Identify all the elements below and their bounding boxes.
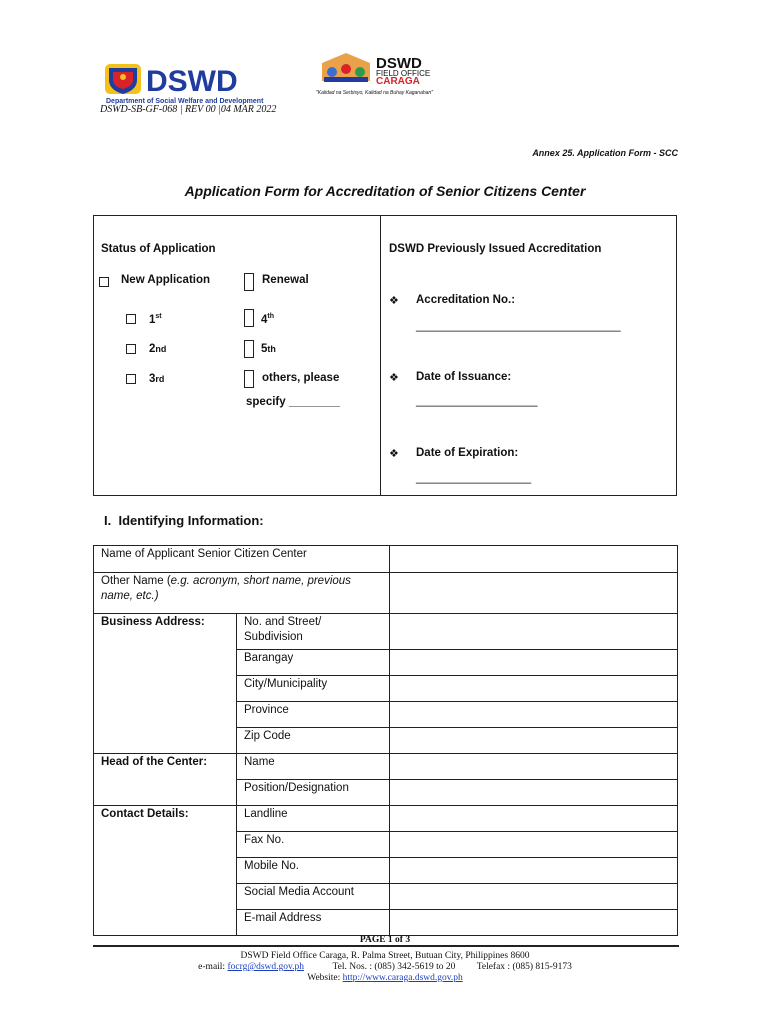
status-box (93, 215, 677, 496)
accreditation-no-field[interactable]: ________________________________ (416, 320, 621, 332)
head-name-input[interactable] (390, 754, 678, 780)
previous-accreditation-heading: DSWD Previously Issued Accreditation (389, 243, 602, 255)
fourth-checkbox[interactable] (244, 309, 254, 327)
landline-input[interactable] (390, 806, 678, 832)
fifth-checkbox[interactable] (244, 340, 254, 358)
second-label: 2nd (149, 343, 167, 355)
city-label: City/Municipality (237, 676, 390, 702)
others-checkbox[interactable] (244, 370, 254, 388)
diamond-bullet-icon: ❖ (389, 448, 399, 460)
footer-contacts: e-mail: focrg@dswd.gov.ph Tel. Nos. : (085) 342-5619 to 20 Telefax : (085) 815-9173 (198, 962, 572, 972)
business-address-label: Business Address: (94, 614, 237, 754)
street-input[interactable] (390, 614, 678, 650)
footer-telefax: Telefax : (085) 815-9173 (476, 962, 572, 972)
renewal-checkbox[interactable] (244, 273, 254, 291)
barangay-input[interactable] (390, 650, 678, 676)
field-office-emblem-icon (322, 53, 370, 82)
footer-website: Website: http://www.caraga.dswd.gov.ph (307, 973, 463, 983)
head-of-center-label: Head of the Center: (94, 754, 237, 806)
position-input[interactable] (390, 780, 678, 806)
revision-code: DSWD-SB-GF-068 | REV 00 |04 MAR 2022 (100, 104, 277, 115)
others-label: others, please (262, 372, 340, 384)
footer-address: DSWD Field Office Caraga, R. Palma Street, Butuan City, Philippines 8600 (240, 951, 530, 961)
email-input[interactable] (390, 910, 678, 936)
dswd-emblem-icon (105, 64, 141, 94)
footer-email-link[interactable]: focrg@dswd.gov.ph (227, 962, 305, 972)
renewal-label: Renewal (262, 274, 309, 286)
mobile-label: Mobile No. (237, 858, 390, 884)
other-name-label: Other Name (e.g. acronym, short name, previous name, etc.) (94, 573, 390, 614)
barangay-label: Barangay (237, 650, 390, 676)
landline-label: Landline (237, 806, 390, 832)
position-label: Position/Designation (237, 780, 390, 806)
page-number: PAGE 1 of 3 (359, 935, 411, 945)
zip-label: Zip Code (237, 728, 390, 754)
field-office-logo-text: DSWD (376, 55, 422, 72)
dswd-logo-text: DSWD (146, 65, 238, 98)
email-label: E-mail Address (237, 910, 390, 936)
annex-label: Annex 25. Application Form - SCC (532, 148, 678, 158)
table-row (94, 546, 678, 573)
field-office-caraga-logo (316, 51, 468, 97)
new-application-label: New Application (121, 274, 211, 286)
issuance-field[interactable]: ___________________ (416, 395, 538, 407)
field-office-logo-tagline: "Kalidad na Serbisyo, Kalidad na Buhay Kaganahan" (316, 90, 433, 96)
first-label: 1st (149, 313, 162, 326)
table-row (94, 806, 678, 832)
field-office-logo-line3: CARAGA (376, 76, 420, 87)
other-name-input[interactable] (390, 573, 678, 614)
footer-website-link[interactable]: http://www.caraga.dswd.gov.ph (342, 973, 463, 983)
table-row (94, 754, 678, 780)
status-heading: Status of Application (101, 243, 216, 255)
social-media-label: Social Media Account (237, 884, 390, 910)
status-box-divider (380, 216, 381, 495)
diamond-bullet-icon: ❖ (389, 295, 399, 307)
street-label: No. and Street/ Subdivision (237, 614, 390, 650)
section-heading (104, 513, 264, 528)
footer-divider (93, 945, 679, 947)
social-media-input[interactable] (390, 884, 678, 910)
dswd-logo (104, 62, 264, 106)
table-row (94, 614, 678, 650)
new-application-checkbox[interactable] (99, 277, 109, 287)
contact-details-label: Contact Details: (94, 806, 237, 936)
second-checkbox[interactable] (126, 344, 136, 354)
fax-input[interactable] (390, 832, 678, 858)
fax-label: Fax No. (237, 832, 390, 858)
zip-input[interactable] (390, 728, 678, 754)
third-checkbox[interactable] (126, 374, 136, 384)
specify-field[interactable]: specify ________ (246, 396, 340, 408)
section-title: Identifying Information: (118, 513, 264, 528)
fourth-label: 4th (261, 313, 275, 326)
province-input[interactable] (390, 702, 678, 728)
table-row (94, 573, 678, 614)
field-office-logo-line2: FIELD OFFICE (376, 69, 431, 78)
fifth-label: 5th (261, 343, 276, 355)
expiration-field[interactable]: __________________ (416, 472, 532, 484)
province-label: Province (237, 702, 390, 728)
footer-tel: Tel. Nos. : (085) 342-5619 to 20 (332, 962, 456, 972)
identifying-info-table (93, 545, 678, 936)
issuance-label: Date of Issuance: (416, 371, 512, 383)
center-name-input[interactable] (390, 546, 678, 573)
accreditation-no-label: Accreditation No.: (416, 294, 516, 306)
diamond-bullet-icon: ❖ (389, 372, 399, 384)
head-name-label: Name (237, 754, 390, 780)
expiration-label: Date of Expiration: (416, 447, 519, 459)
first-checkbox[interactable] (126, 314, 136, 324)
mobile-input[interactable] (390, 858, 678, 884)
page-title: Application Form for Accreditation of Senior Citizens Center (184, 183, 586, 199)
third-label: 3rd (149, 373, 165, 385)
center-name-label: Name of Applicant Senior Citizen Center (94, 546, 390, 573)
section-number: I. (104, 513, 112, 528)
city-input[interactable] (390, 676, 678, 702)
dswd-logo-subtitle: Department of Social Welfare and Development (106, 98, 264, 105)
